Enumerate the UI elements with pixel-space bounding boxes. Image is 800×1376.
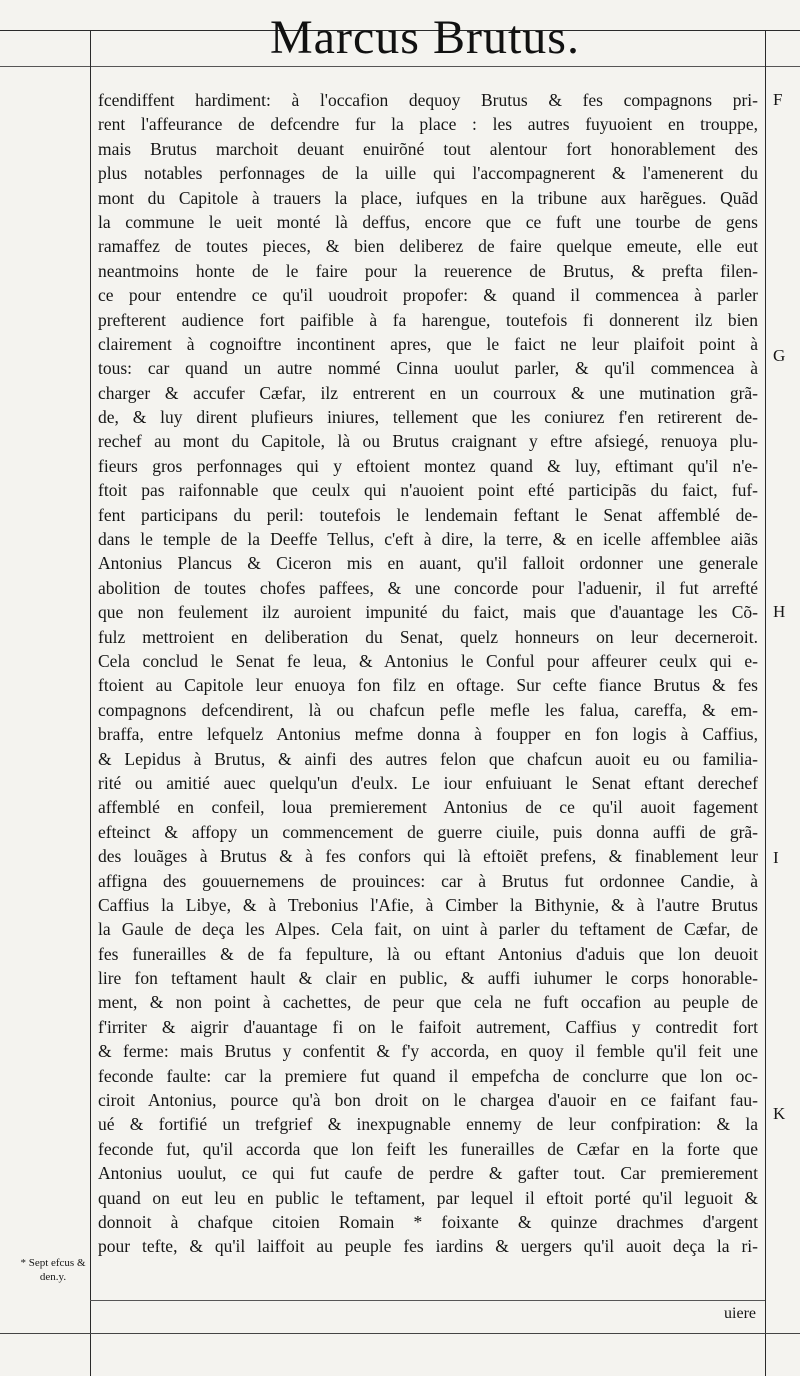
text-line: feconde fut, qu'il accorda que lon feift les funerailles de Cæfar en la forte que [98,1138,758,1159]
text-line: Antonius uoulut, ce qui fut caufe de perdre & gafter tout. Car premierement [98,1163,758,1184]
text-line: ciroit Antonius, pource qu'à bon droit on le chargea d'auoir en ce faifant fau- [98,1090,758,1111]
margin-letter-g: G [773,346,786,365]
text-line: fent participans du peril: toutefois le lendemain feftant le Senat affemblé de- [98,504,758,525]
text-line: la commune le ueit monté là deffus, encore que ce fuft une tourbe de gens [98,211,758,232]
text-line: f'irriter & aigrir d'auantage fi on le faifoit autrement, Caffius y contredit fort [98,1016,758,1037]
right-margin-rule [765,30,766,1376]
catchword: uiere [724,1305,756,1322]
text-line: fieurs gros perfonnages qui y eftoient montez quand & luy, eftimant qu'il n'e- [98,455,758,476]
text-line: des louãges à Brutus & à fes confors qui là eftoiẽt prefens, & finablement leur [98,846,758,867]
text-line: ce pour entendre ce qu'il uoudroit propofer: & quand il commencea à parler [98,285,758,306]
text-line: tous: car quand un autre nommé Cinna uoulut parler, & qu'il commencea à [98,358,758,379]
text-line: rité ou amitié auec quelqu'un d'eulx. Le iour enfuiuant le Senat eftant derechef [98,772,758,793]
body-text [98,88,758,1259]
text-line: fulz mettroient en deliberation du Senat, quelz honneurs on leur decerneroit. [98,626,758,647]
text-line: efteinct & affopy un commencement de guerre ciuile, puis donna auffi de grã- [98,821,758,842]
text-line: Cela conclud le Senat fe leua, & Antonius le Conful pour affeurer ceulx qui e- [98,650,758,671]
margin-letter-i: I [773,848,779,867]
text-line: & Lepidus à Brutus, & ainfi des autres felon que chafcun auoit eu ou familia- [98,748,758,769]
text-line: ftoient au Capitole leur enuoya fon filz en oftage. Sur cefte fiance Brutus & fes [98,675,758,696]
text-line: braffa, entre lefquelz Antonius mefme donna à foupper en fon logis à Caffius, [98,724,758,745]
text-line: Caffius la Libye, & à Trebonius l'Afie, à Cimber la Bithynie, & à l'autre Brutus [98,894,758,915]
text-line: de, & luy dirent plufieurs iniures, tellement que les coniurez f'en retirerent de- [98,407,758,428]
text-line: feconde faulte: car la premiere fut quand il empefcha de conclurre que lon oc- [98,1065,758,1086]
text-line: ftoit pas raifonnable que ceulx qui n'auoient point efté participãs du faict, fuf- [98,480,758,501]
text-line: que non feulement ilz auroient impunité du faict, mais que d'auantage les Cõ- [98,602,758,623]
text-line: fcendiffent hardiment: à l'occafion dequoy Brutus & fes compagnons pri- [98,90,758,110]
margin-note: * Sept efcus & den.y. [20,1257,86,1283]
margin-letter-k: K [773,1104,786,1123]
text-line: & ferme: mais Brutus y confentit & f'y accorda, en quoy il femble qu'il feit une [98,1041,758,1062]
page-title: Marcus Brutus. [270,11,580,64]
footer-rule [90,1300,765,1301]
text-line: neantmoins honte de le faire pour la reuerence de Brutus, & prefta filen- [98,260,758,281]
text-line: compagnons defcendirent, là ou chafcun pefle mefle les falua, careffa, & em- [98,699,758,720]
text-line: clairement à cognoiftre incontinent apres, que le faict ne leur plaifoit point à [98,333,758,354]
text-line: rechef au mont du Capitole, là ou Brutus craignant y eftre afsiegé, renuoya plu- [98,431,758,452]
text-line: quand on eut leu en public le teftament, par lequel il eftoit porté qu'il leguoit & [98,1187,758,1208]
text-line: charger & accufer Cæfar, ilz entrerent en un courroux & une mutination grã- [98,382,758,403]
text-line: affigna des gouuernemens de prouinces: car à Brutus fut ordonnee Candie, à [98,870,758,891]
text-line: abolition de toutes chofes paffees, & une concorde pour l'aduenir, il fut arrefté [98,577,758,598]
title-rule [0,66,800,67]
text-line: mont du Capitole à trauers la place, iufques en la tribune aux harẽgues. Quãd [98,187,758,208]
text-line: ué & fortifié un trefgrief & inexpugnable ennemy de leur confpiration: & la [98,1114,758,1135]
text-line: mais Brutus marchoit deuant enuirõné tout alentour fort honorablement des [98,138,758,159]
text-line: ment, & non point à cachettes, de peur que cela ne fuft occafion au peuple de [98,992,758,1013]
text-line: la Gaule de deça les Alpes. Cela fait, on uint à parler du teftament de Cæfar, de [98,919,758,940]
text-line: dans le temple de la Deeffe Tellus, c'eft à dire, la terre, & en icelle affemblee aiãs [98,529,758,550]
text-line: pour tefte, & qu'il laiffoit au peuple fes iardins & uergers qu'il auoit deça la ri- [98,1236,758,1257]
text-line: affemblé en confeil, loua premierement Antonius de ce qu'il auoit fagement [98,797,758,818]
margin-letter-h: H [773,602,786,621]
text-line: prefterent audience fort paifible à fa harengue, toutefois fi donnerent ilz bien [98,309,758,330]
text-line: plus notables perfonnages de la uille qui l'accompagnerent & l'amenerent du [98,163,758,184]
left-margin-rule [90,30,91,1376]
text-line: fes funerailles & de fa fepulture, là ou eftant Antonius d'aduis que lon deuoit [98,943,758,964]
bottom-rule [0,1333,800,1334]
text-line: donnoit à chafque citoien Romain * foixante & quinze drachmes d'argent [98,1211,758,1232]
text-line: lire fon teftament hault & clair en public, & auffi iuhumer le corps honorable- [98,968,758,989]
margin-letter-f: F [773,90,783,109]
text-line: ramaffez de toutes pieces, & bien deliberez de faire quelque emeute, elle eut [98,236,758,257]
text-line: Antonius Plancus & Ciceron mis en auant, qu'il falloit ordonner une generale [98,553,758,574]
text-line: rent l'affeurance de defcendre fur la place : les autres fuyuoient en trouppe, [98,114,758,135]
